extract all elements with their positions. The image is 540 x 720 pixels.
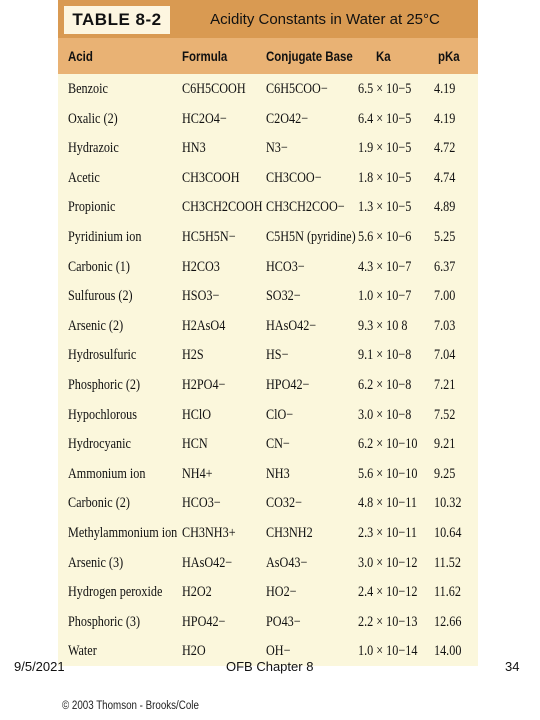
cell-ka: 6.2 × 10−10 bbox=[358, 436, 418, 453]
cell-acid: Methylammonium ion bbox=[68, 525, 178, 541]
cell-acid: Arsenic (2) bbox=[68, 317, 124, 334]
cell-formula: C6H5COOH bbox=[182, 81, 246, 97]
cell-formula: HAsO42− bbox=[182, 554, 233, 571]
cell-conjugate-base: HO2− bbox=[266, 584, 297, 601]
cell-formula: H2S bbox=[182, 347, 204, 364]
cell-conjugate-base: CN− bbox=[266, 436, 290, 453]
table-number-label: TABLE 8-2 bbox=[64, 6, 170, 34]
cell-acid: Hydrosulfuric bbox=[68, 347, 137, 364]
cell-formula: HCO3− bbox=[182, 495, 221, 512]
cell-pka: 9.21 bbox=[434, 436, 456, 453]
cell-formula: CH3COOH bbox=[182, 169, 240, 186]
cell-formula: HClO bbox=[182, 406, 212, 423]
cell-acid: Phosphoric (3) bbox=[68, 613, 141, 630]
cell-conjugate-base: NH3 bbox=[266, 465, 290, 482]
cell-ka: 6.4 × 10−5 bbox=[358, 110, 412, 127]
cell-ka: 4.8 × 10−11 bbox=[358, 495, 417, 512]
cell-conjugate-base: HAsO42− bbox=[266, 317, 317, 334]
table-row bbox=[58, 577, 478, 607]
cell-pka: 12.66 bbox=[434, 613, 462, 630]
cell-pka: 5.25 bbox=[434, 229, 456, 245]
acidity-table bbox=[58, 0, 478, 666]
cell-ka: 2.2 × 10−13 bbox=[358, 613, 418, 630]
cell-formula: NH4+ bbox=[182, 465, 213, 482]
table-row bbox=[58, 74, 478, 104]
cell-acid: Benzoic bbox=[68, 81, 108, 97]
cell-acid: Hydrocyanic bbox=[68, 436, 131, 453]
cell-conjugate-base: CH3COO− bbox=[266, 169, 322, 186]
table-header-row bbox=[58, 38, 478, 74]
cell-formula: H2CO3 bbox=[182, 258, 220, 275]
cell-pka: 7.21 bbox=[434, 377, 456, 393]
cell-ka: 2.4 × 10−12 bbox=[358, 584, 418, 601]
column-header-ka: Ka bbox=[376, 48, 391, 64]
cell-acid: Carbonic (2) bbox=[68, 495, 130, 512]
cell-formula: HSO3− bbox=[182, 288, 220, 305]
cell-conjugate-base: ClO− bbox=[266, 406, 294, 423]
cell-formula: HC2O4− bbox=[182, 110, 227, 127]
cell-ka: 6.5 × 10−5 bbox=[358, 81, 412, 97]
table-row bbox=[58, 607, 478, 637]
table-row bbox=[58, 340, 478, 370]
cell-ka: 9.3 × 10 8 bbox=[358, 317, 408, 334]
cell-acid: Acetic bbox=[68, 169, 100, 186]
table-title: Acidity Constants in Water at 25°C bbox=[210, 11, 440, 28]
cell-conjugate-base: CO32− bbox=[266, 495, 302, 512]
cell-formula: H2AsO4 bbox=[182, 317, 226, 334]
table-row bbox=[58, 192, 478, 222]
table-row bbox=[58, 252, 478, 282]
cell-conjugate-base: N3− bbox=[266, 140, 288, 157]
cell-conjugate-base: C2O42− bbox=[266, 110, 309, 127]
cell-ka: 1.8 × 10−5 bbox=[358, 169, 412, 186]
footer-date: 9/5/2021 bbox=[14, 659, 65, 674]
cell-formula: HCN bbox=[182, 436, 208, 453]
cell-conjugate-base: PO43− bbox=[266, 613, 301, 630]
table-row bbox=[58, 488, 478, 518]
table-row bbox=[58, 370, 478, 400]
cell-ka: 3.0 × 10−12 bbox=[358, 554, 418, 571]
cell-pka: 4.72 bbox=[434, 140, 456, 157]
cell-pka: 4.19 bbox=[434, 81, 456, 97]
cell-conjugate-base: C6H5COO− bbox=[266, 81, 328, 97]
footer-chapter: OFB Chapter 8 bbox=[226, 659, 314, 674]
table-row bbox=[58, 518, 478, 548]
cell-acid: Hydrogen peroxide bbox=[68, 584, 163, 601]
cell-formula: H2PO4− bbox=[182, 377, 226, 393]
cell-pka: 4.89 bbox=[434, 199, 456, 216]
cell-ka: 2.3 × 10−11 bbox=[358, 525, 417, 541]
cell-pka: 14.00 bbox=[434, 643, 462, 660]
cell-pka: 9.25 bbox=[434, 465, 456, 482]
cell-pka: 7.00 bbox=[434, 288, 456, 305]
table-row bbox=[58, 163, 478, 193]
table-row bbox=[58, 133, 478, 163]
cell-acid: Carbonic (1) bbox=[68, 258, 130, 275]
cell-acid: Water bbox=[68, 643, 97, 660]
cell-acid: Pyridinium ion bbox=[68, 229, 142, 245]
cell-formula: HPO42− bbox=[182, 613, 226, 630]
cell-ka: 3.0 × 10−8 bbox=[358, 406, 412, 423]
cell-pka: 4.74 bbox=[434, 169, 456, 186]
column-header-acid: Acid bbox=[68, 48, 93, 64]
cell-conjugate-base: SO32− bbox=[266, 288, 301, 305]
cell-conjugate-base: CH3CH2COO− bbox=[266, 199, 345, 216]
cell-formula: HN3 bbox=[182, 140, 206, 157]
cell-ka: 5.6 × 10−10 bbox=[358, 465, 418, 482]
cell-ka: 9.1 × 10−8 bbox=[358, 347, 412, 364]
cell-acid: Hydrazoic bbox=[68, 140, 119, 157]
cell-acid: Ammonium ion bbox=[68, 465, 146, 482]
cell-pka: 7.03 bbox=[434, 317, 456, 334]
table-row bbox=[58, 429, 478, 459]
cell-conjugate-base: OH− bbox=[266, 643, 291, 660]
cell-acid: Phosphoric (2) bbox=[68, 377, 141, 393]
cell-formula: H2O2 bbox=[182, 584, 212, 601]
cell-pka: 10.32 bbox=[434, 495, 462, 512]
table-row bbox=[58, 222, 478, 252]
cell-formula: CH3CH2COOH bbox=[182, 199, 263, 216]
cell-pka: 4.19 bbox=[434, 110, 456, 127]
table-row bbox=[58, 104, 478, 134]
cell-pka: 11.52 bbox=[434, 554, 461, 571]
table-row bbox=[58, 459, 478, 489]
cell-conjugate-base: HS− bbox=[266, 347, 289, 364]
table-row bbox=[58, 400, 478, 430]
cell-acid: Arsenic (3) bbox=[68, 554, 124, 571]
table-title-bar bbox=[58, 0, 478, 38]
cell-acid: Hypochlorous bbox=[68, 406, 138, 423]
cell-ka: 6.2 × 10−8 bbox=[358, 377, 412, 393]
cell-pka: 6.37 bbox=[434, 258, 456, 275]
cell-ka: 1.0 × 10−14 bbox=[358, 643, 418, 660]
cell-acid: Sulfurous (2) bbox=[68, 288, 133, 305]
cell-conjugate-base: C5H5N (pyridine) bbox=[266, 229, 356, 245]
cell-conjugate-base: CH3NH2 bbox=[266, 525, 313, 541]
cell-ka: 1.9 × 10−5 bbox=[358, 140, 412, 157]
cell-acid: Oxalic (2) bbox=[68, 110, 118, 127]
cell-ka: 5.6 × 10−6 bbox=[358, 229, 412, 245]
cell-ka: 1.3 × 10−5 bbox=[358, 199, 412, 216]
copyright-credit: © 2003 Thomson - Brooks/Cole bbox=[62, 700, 199, 712]
table-row bbox=[58, 311, 478, 341]
column-header-formula: Formula bbox=[182, 48, 228, 64]
cell-formula: CH3NH3+ bbox=[182, 525, 236, 541]
cell-acid: Propionic bbox=[68, 199, 116, 216]
cell-ka: 4.3 × 10−7 bbox=[358, 258, 412, 275]
cell-conjugate-base: AsO43− bbox=[266, 554, 308, 571]
cell-conjugate-base: HCO3− bbox=[266, 258, 305, 275]
cell-formula: HC5H5N− bbox=[182, 229, 236, 245]
cell-formula: H2O bbox=[182, 643, 206, 660]
footer-page-number: 34 bbox=[505, 659, 520, 674]
column-header-conjugate-base: Conjugate Base bbox=[266, 48, 353, 64]
cell-pka: 10.64 bbox=[434, 525, 462, 541]
table-row bbox=[58, 281, 478, 311]
table-row bbox=[58, 548, 478, 578]
cell-pka: 7.52 bbox=[434, 406, 456, 423]
cell-ka: 1.0 × 10−7 bbox=[358, 288, 412, 305]
column-header-pka: pKa bbox=[438, 48, 460, 64]
cell-pka: 7.04 bbox=[434, 347, 456, 364]
cell-conjugate-base: HPO42− bbox=[266, 377, 310, 393]
cell-pka: 11.62 bbox=[434, 584, 461, 601]
